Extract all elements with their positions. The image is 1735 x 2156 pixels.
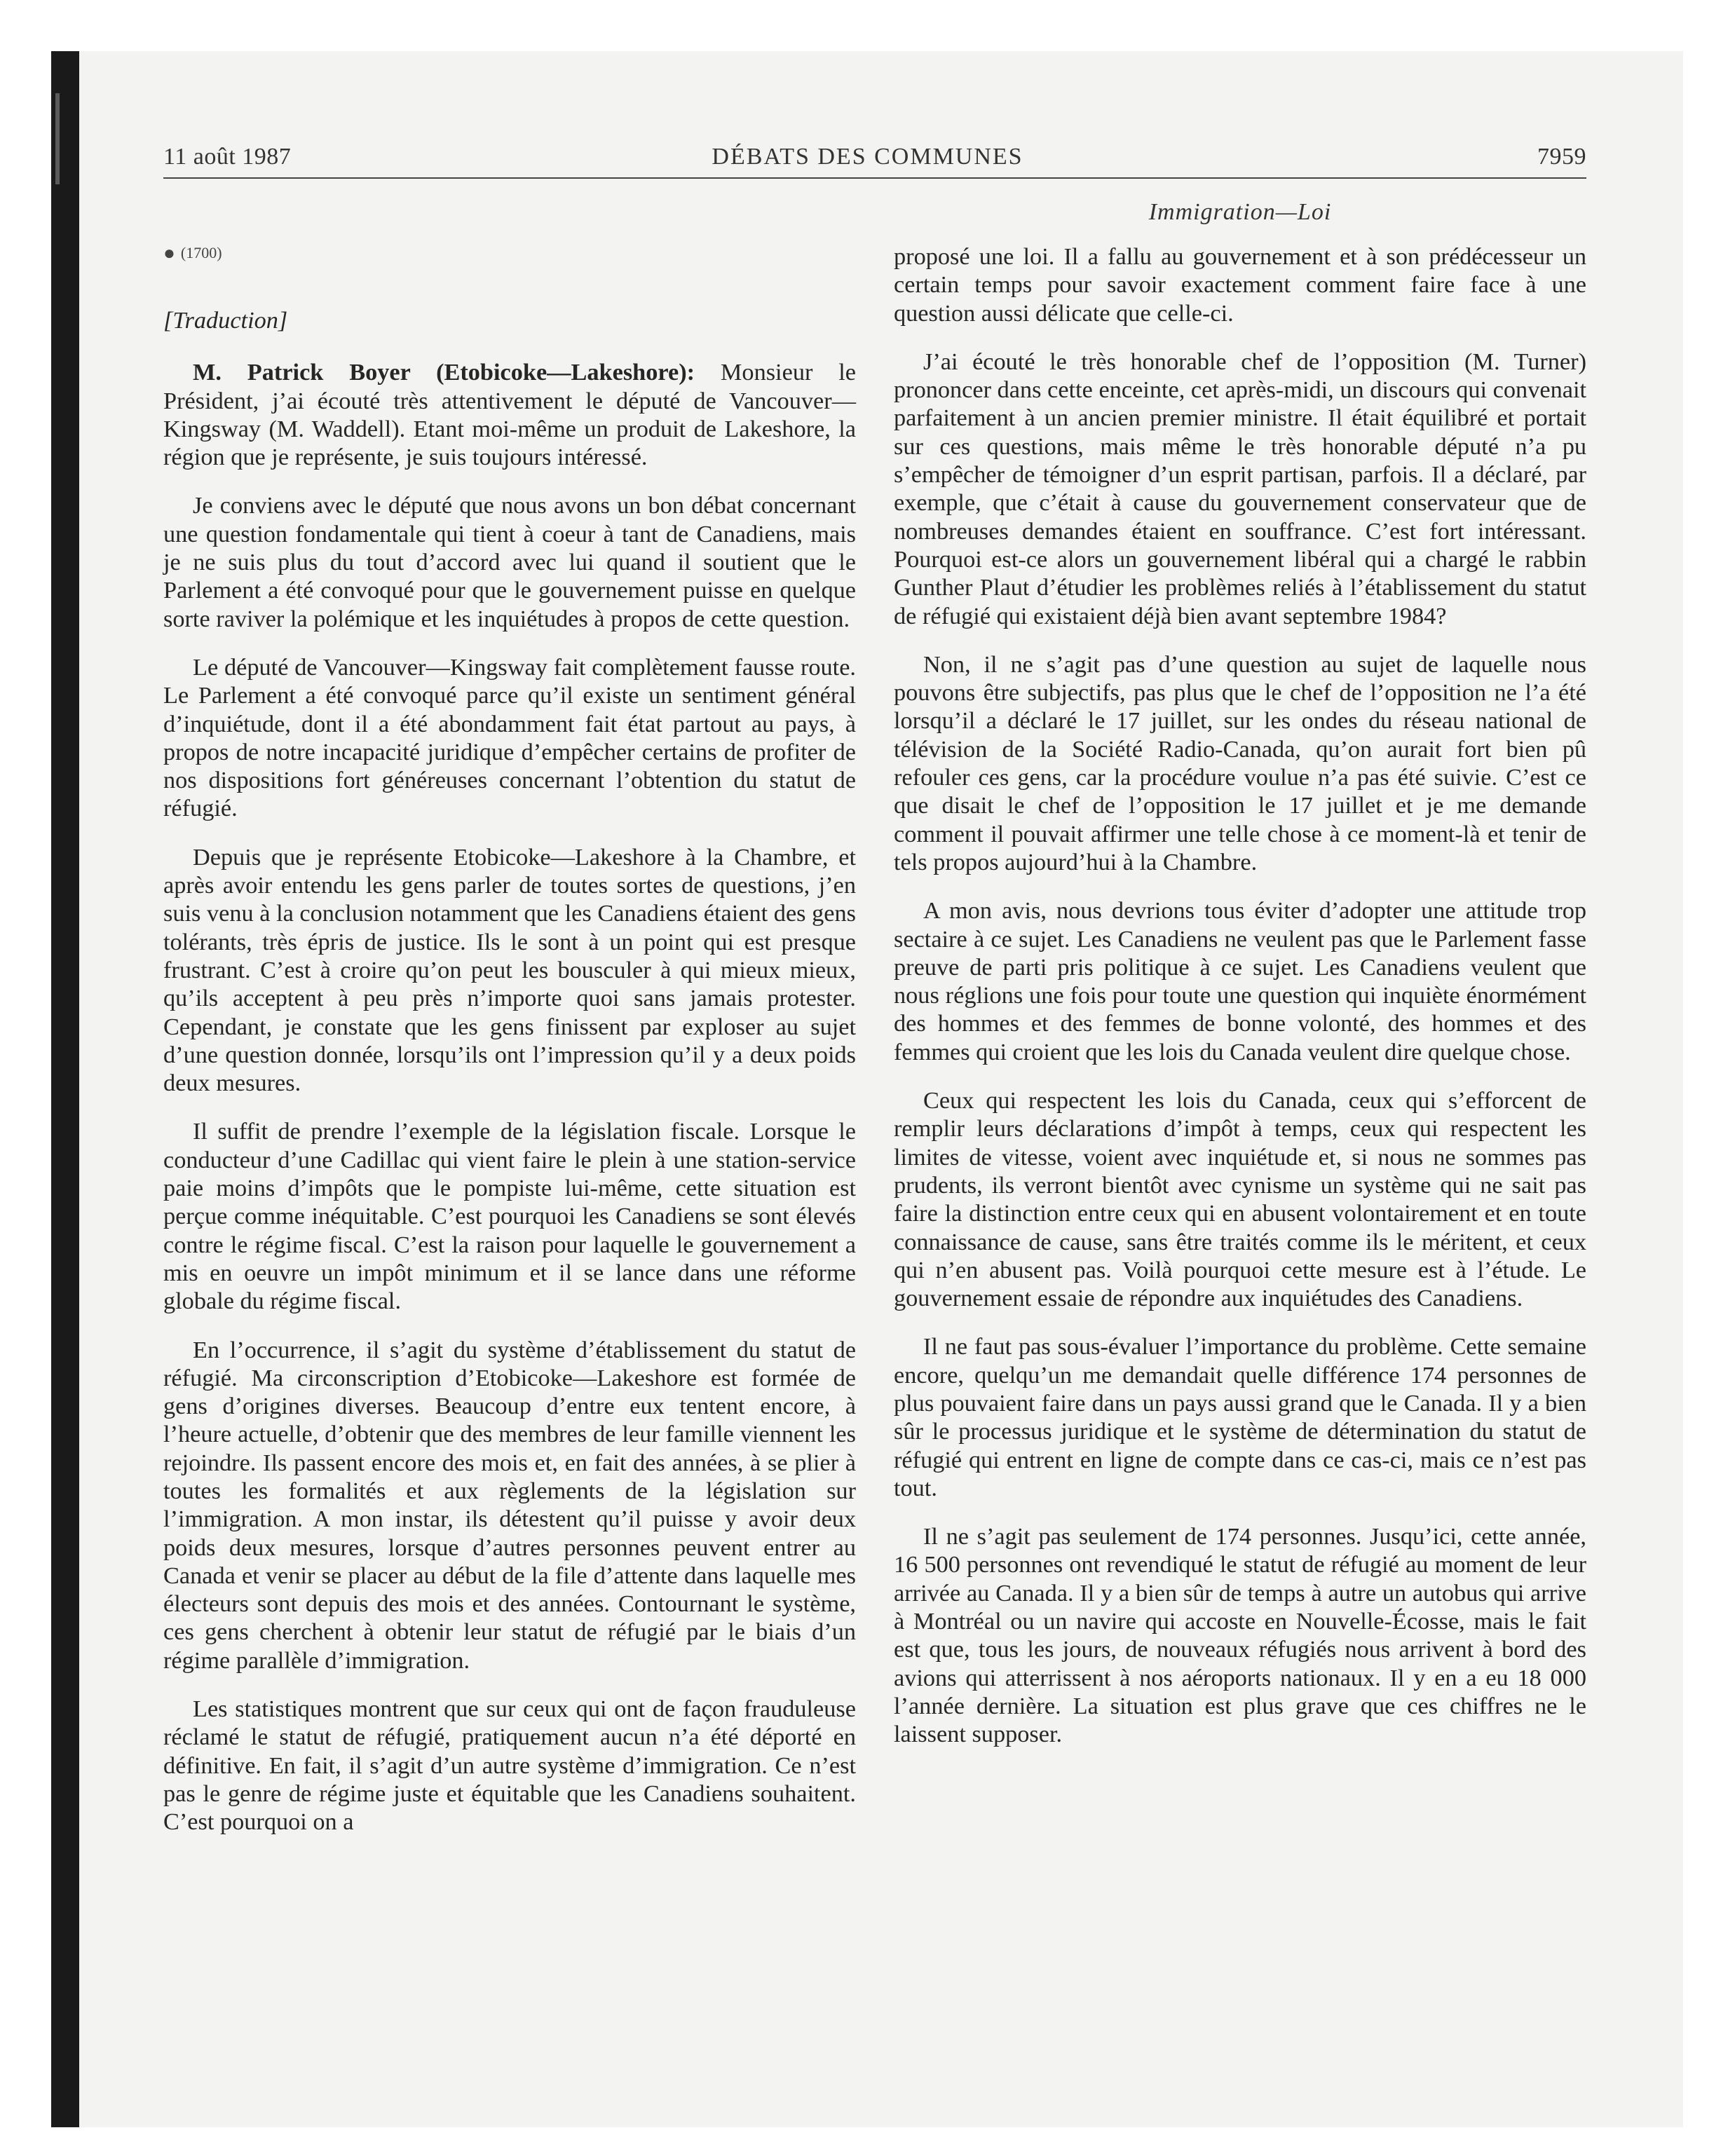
time-marker: [163, 243, 856, 264]
paragraph: Il ne faut pas sous-évaluer l’importance du problème. Cette semaine encore, quelqu’un me demandait quelle différence 174 personnes de plus pouvaient faire dans un pays aussi grand que le Canada. Il y a bien sûr le processus juridique et le système de détermination du statut de réfugié qui entrent en ligne de compte dans ce cas-ci, mais ce n’est pas tout.: [894, 1333, 1586, 1501]
speaker-name: M. Patrick Boyer (Etobicoke—Lakeshore):: [193, 359, 695, 386]
right-column: [894, 243, 1586, 1769]
paragraph: Non, il ne s’agit pas d’une question au sujet de laquelle nous pouvons être subjectifs, pas plus que le chef de l’opposition ne l’a été lorsqu’il a déclaré le 17 juillet, sur les ondes du réseau national de télévision de la Société Radio-Canada, qu’on aurait fort bien pû refouler ces gens, car la procédure voulue n’a pas été suivie. C’est ce que disait le chef de l’opposition le 17 juillet et je me demande comment il pouvait affirmer une telle chose à ce moment-là et tenir de tels propos aujourd’hui à la Chambre.: [894, 650, 1586, 875]
header-page-number: 7959: [1537, 144, 1586, 170]
paragraph: Il ne s’agit pas seulement de 174 personnes. Jusqu’ici, cette année, 16 500 personnes ont revendiqué le statut de réfugié au moment de leur arrivée au Canada. Il y a bien sûr de temps à autre un autobus qui arrive à Montréal ou un navire qui accoste en Nouvelle-Écosse, mais le fait est que, tous les jours, de nouveaux réfugiés nous arrivent à bord des avions qui atterrissent à nos aéroports nationaux. Il y en a eu 18 000 l’année dernière. La situation est plus grave que ces chiffres ne le laissent supposer.: [894, 1523, 1586, 1748]
header-title: DÉBATS DES COMMUNES: [712, 144, 1023, 170]
translation-note: [Traduction]: [163, 307, 288, 334]
time-marker-text: (1700): [180, 244, 222, 261]
left-column: [163, 243, 856, 1857]
running-head: Immigration—Loi: [1148, 199, 1332, 225]
paragraph: Je conviens avec le député que nous avons un bon débat concernant une question fondamentale qui tient à coeur à tant de Canadiens, mais je ne suis plus du tout d’accord avec lui quand il soutient que le Parlement a été convoqué pour que le gouvernement puisse en quelque sorte raviver la polémique et les inquiétudes à propos de cette question.: [163, 492, 856, 632]
paragraph: A mon avis, nous devrions tous éviter d’adopter une attitude trop sectaire à ce sujet. Les Canadiens ne veulent pas que le Parlement fasse preuve de parti pris politique à ce sujet. Les Canadiens veulent que nous réglions une fois pour toute une question qui inquiète énormément des hommes et des femmes de bonne volonté, des hommes et des femmes qui croient que les lois du Canada veulent dire quelque chose.: [894, 897, 1586, 1065]
paragraph: J’ai écouté le très honorable chef de l’opposition (M. Turner) prononcer dans cette enceinte, cet après-midi, un discours qui convenait parfaitement à un ancien premier ministre. Il était équilibré et portait sur ces questions, mais même le très honorable député n’a pu s’empêcher de témoigner d’un esprit partisan, parfois. Il a déclaré, par exemple, que c’était à cause du gouvernement conservateur que de nombreuses demandes étaient en souffrance. C’est fort intéressant. Pourquoi est-ce alors un gouvernement libéral qui a chargé le rabbin Gunther Plaut d’étudier les problèmes reliés à l’établissement du statut de réfugié qui existaient déjà bien avant septembre 1984?: [894, 348, 1586, 629]
paragraph: Les statistiques montrent que sur ceux qui ont de façon frauduleuse réclamé le statut de réfugié, pratiquement aucun n’a été déporté en définitive. En fait, il s’agit d’un autre système d’immigration. Ce n’est pas le genre de régime juste et équitable que les Canadiens souhaitent. C’est pourquoi on a: [163, 1696, 856, 1836]
bullet-icon: ●: [163, 243, 175, 264]
paragraph: En l’occurrence, il s’agit du système d’établissement du statut de réfugié. Ma circonscription d’Etobicoke—Lakeshore est formée de gens d’origines diverses. Beaucoup d’entre eux tentent encore, à l’heure actuelle, d’obtenir que des membres de leur famille viennent les rejoindre. Ils passent encore des mois et, en fait des années, à se plier à toutes les formalités et aux règlements de la législation sur l’immigration. A mon instar, ils détestent qu’il puisse y avoir deux poids deux mesures, lorsque d’autres personnes peuvent entrer au Canada et venir se placer au début de la file d’attente dans laquelle mes électeurs sont depuis des mois et des années. Contournant le système, ces gens cherchent à obtenir leur statut de réfugié par le biais d’un régime parallèle d’immigration.: [163, 1336, 856, 1674]
header-date: 11 août 1987: [163, 144, 292, 170]
header-rule: [163, 177, 1586, 179]
paragraph: Le député de Vancouver—Kingsway fait complètement fausse route. Le Parlement a été convoqué parce qu’il existe un sentiment général d’inquiétude, dont il a été abondamment fait état partout au pays, à propos de notre incapacité juridique d’empêcher certains de profiter de nos dispositions fort généreuses concernant l’obtention du statut de réfugié.: [163, 653, 856, 822]
binding-edge: [51, 51, 79, 2127]
paragraph: proposé une loi. Il a fallu au gouvernement et à son prédécesseur un certain temps pour savoir exactement comment faire face à une question aussi délicate que celle-ci.: [894, 243, 1586, 327]
paragraph: Depuis que je représente Etobicoke—Lakeshore à la Chambre, et après avoir entendu les gens parler de toutes sortes de questions, j’en suis venu à la conclusion notamment que les Canadiens étaient des gens tolérants, très épris de justice. Ils le sont à un point qui est presque frustrant. C’est à croire qu’on peut les bousculer à qui mieux mieux, qu’ils acceptent à peu près n’importe quoi sans jamais protester. Cependant, je constate que les gens finissent par exploser au sujet d’une question donnée, lorsqu’ils ont l’impression qu’il y a deux poids deux mesures.: [163, 843, 856, 1097]
paragraph: Ceux qui respectent les lois du Canada, ceux qui s’efforcent de remplir leurs déclarations d’impôt à temps, ceux qui respectent les limites de vitesse, voient avec inquiétude et, si nous ne sommes pas prudents, ils verront bientôt avec cynisme un système qui ne sait pas faire la distinction entre ceux qui en abusent volontairement et en toute connaissance de cause, sans être traités comme ils le méritent, et ceux qui n’en abusent pas. Voilà pourquoi cette mesure est à l’étude. Le gouvernement essaie de répondre aux inquiétudes des Canadiens.: [894, 1087, 1586, 1312]
paragraph: [163, 358, 856, 471]
paragraph: Il suffit de prendre l’exemple de la législation fiscale. Lorsque le conducteur d’une Cadillac qui vient faire le plein à une station-service paie moins d’impôts que le pompiste lui-même, cette situation est perçue comme inéquitable. C’est pourquoi les Canadiens se sont élevés contre le régime fiscal. C’est la raison pour laquelle le gouvernement a mis en oeuvre un impôt minimum et il se lance dans une réforme globale du régime fiscal.: [163, 1118, 856, 1315]
paragraph-text: Monsieur le Président, j’ai écouté très attentivement le député de Vancouver—Kingsway (M. Waddell). Etant moi-même un produit de Lakeshore, la région que je représente, je suis toujours intéressé.: [163, 359, 856, 471]
